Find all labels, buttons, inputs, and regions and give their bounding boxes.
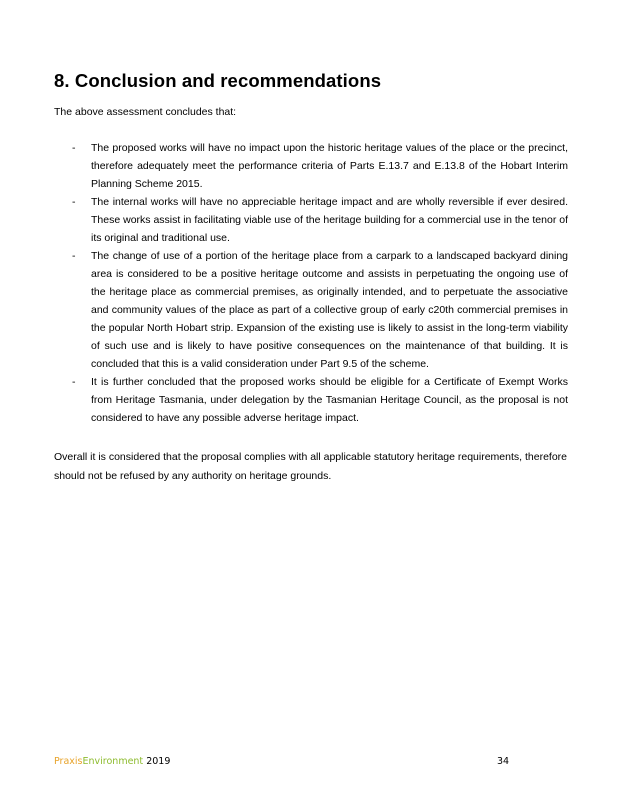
list-item	[54, 193, 568, 247]
list-item-text: It is further concluded that the proposed works should be eligible for a Certificate of Exempt Works from Heritage Tasmania, under delegation by the Tasmanian Heritage Council, as the proposal is not considered to have any possible adverse heritage impact.	[91, 376, 568, 424]
list-item-text: The change of use of a portion of the heritage place from a carpark to a landscaped backyard dining area is considered to be a positive heritage outcome and assists in perpetuating the ongoing use of the heritage place as commercial premises, as originally intended, and to perpetuate the associative and community values of the place as part of a collective group of early c20th commercial premises in the popular North Hobart strip. Expansion of the existing use is likely to assist in the long-term viability of such use and is likely to have positive consequences on the maintenance of that building. It is concluded that this is a valid consideration under Part 9.5 of the scheme.	[91, 250, 568, 370]
closing-paragraph: Overall it is considered that the proposal complies with all applicable statutory heritage requirements, therefore should not be refused by any authority on heritage grounds.	[54, 451, 568, 482]
list-item	[54, 247, 568, 373]
brand-environment-text: Environment	[82, 756, 144, 767]
intro-text: The above assessment concludes that:	[54, 106, 237, 118]
bullet-marker: -	[72, 250, 76, 262]
page-number: 34	[497, 756, 510, 767]
list-item	[54, 139, 568, 193]
footer-brand	[54, 756, 170, 767]
brand-praxis-text: Praxis	[54, 756, 83, 767]
bullet-marker: -	[72, 196, 76, 208]
conclusion-list	[54, 139, 568, 427]
list-item-text: The internal works will have no appreciable heritage impact and are wholly reversible if ever desired. These works assist in facilitating viable use of the heritage building for a commercial use in the tenor of its original and traditional use.	[91, 196, 568, 244]
bullet-marker: -	[72, 376, 76, 388]
list-item	[54, 373, 568, 427]
list-item-text: The proposed works will have no impact upon the historic heritage values of the place or the precinct, therefore adequately meet the performance criteria of Parts E.13.7 and E.13.8 of the Hobart Interim Planning Scheme 2015.	[91, 142, 568, 190]
bullet-marker: -	[72, 142, 76, 154]
page-title: 8. Conclusion and recommendations	[54, 70, 382, 91]
footer-year: 2019	[143, 756, 171, 767]
